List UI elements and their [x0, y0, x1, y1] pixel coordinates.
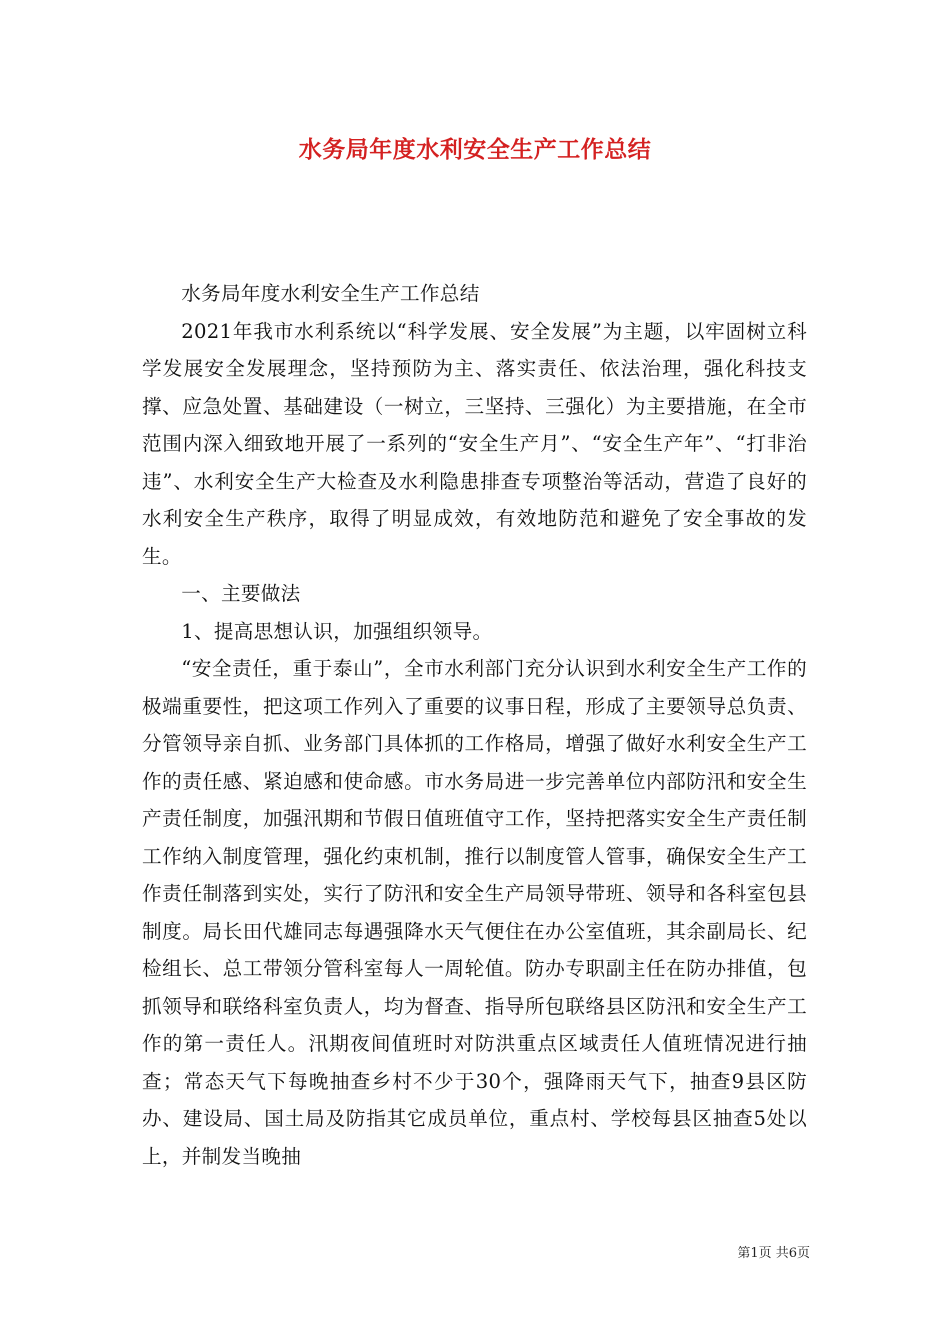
section-heading-main-practices: 一、主要做法: [181, 582, 301, 605]
page-number: 第1页 共6页: [737, 1246, 810, 1261]
subsection-heading-1: 1、提高思想认识，加强组织领导。: [181, 619, 493, 643]
document-body: [142, 275, 807, 1175]
paragraph-intro: 2021年我市水利系统以“科学发展、安全发展”为主题，以牢固树立科学发展安全发展理念，坚持预防为主、落实责任、依法治理，强化科技支撑、应急处置、基础建设（一树立，三坚持、三强化）为主要措施，在全市范围内深入细致地开展了一系列的“安全生产月”、“安全生产年”、“打非治违”、水利安全生产大检查及水利隐患排查专项整治等活动，营造了良好的水利安全生产秩序，取得了明显成效，有效地防范和避免了安全事故的发生。: [142, 319, 807, 568]
document-title: 水务局年度水利安全生产工作总结: [298, 137, 652, 163]
body-subtitle: 水务局年度水利安全生产工作总结: [181, 282, 480, 305]
paragraph-responsibility: “安全责任，重于泰山”，全市水利部门充分认识到水利安全生产工作的极端重要性，把这项工作列入了重要的议事日程，形成了主要领导总负责、分管领导亲自抓、业务部门具体抓的工作格局，增强了做好水利安全生产工作的责任感、紧迫感和使命感。市水务局进一步完善单位内部防汛和安全生产责任制度，加强汛期和节假日值班值守工作，坚持把落实安全生产责任制工作纳入制度管理，强化约束机制，推行以制度管人管事，确保安全生产工作责任制落到实处，实行了防汛和安全生产局领导带班、领导和各科室包县制度。局长田代雄同志每遇强降水天气便住在办公室值班，其余副局长、纪检组长、总工带领分管科室每人一周轮值。防办专职副主任在防办排值，包抓领导和联络科室负责人，均为督查、指导所包联络县区防汛和安全生产工作的第一责任人。汛期夜间值班时对防洪重点区域责任人值班情况进行抽查；常态天气下每晚抽查乡村不少于30个，强降雨天气下，抽查9县区防办、建设局、国土局及防指其它成员单位，重点村、学校每县区抽查5处以上，并制发当晚抽: [142, 657, 807, 1168]
